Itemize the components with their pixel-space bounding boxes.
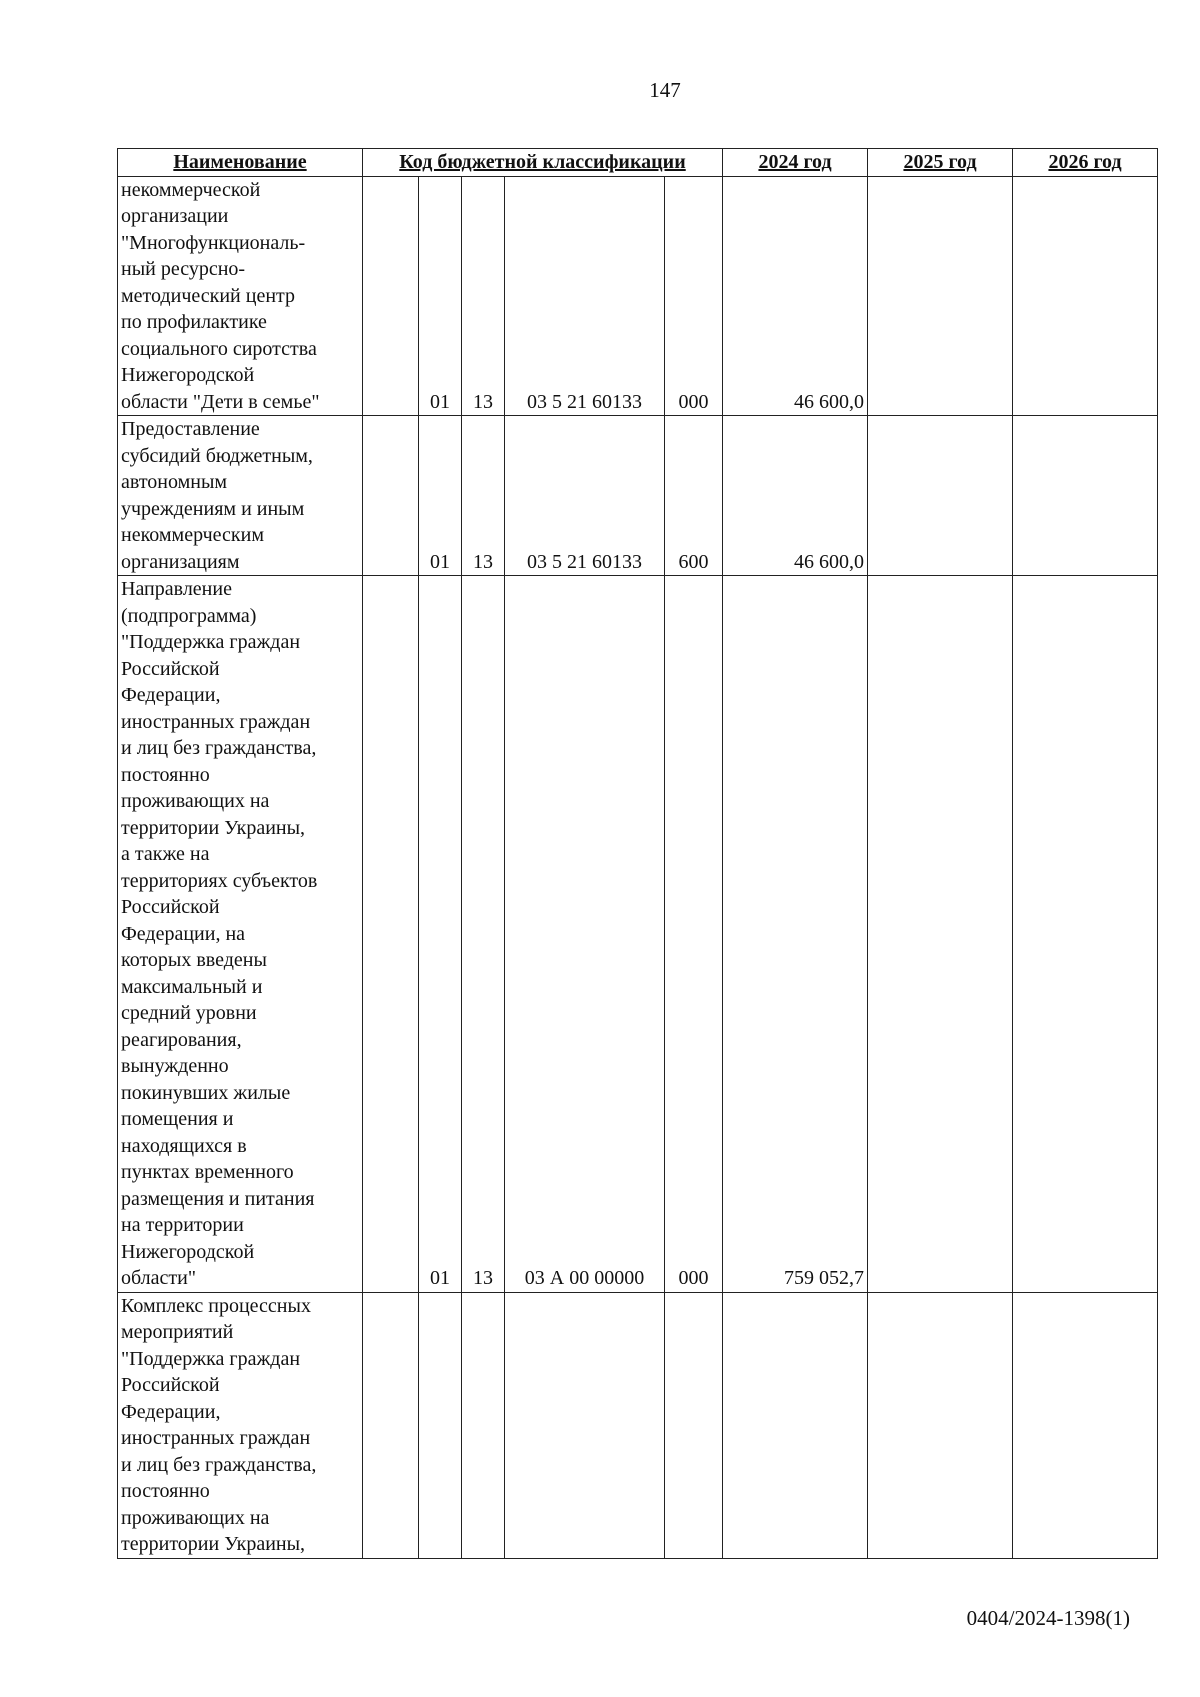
header-budget-code: Код бюджетной классификации xyxy=(363,149,723,177)
row-name-line: Российской xyxy=(121,896,220,918)
row-name-line: помещения и xyxy=(121,1108,234,1130)
row-name-line: Предоставление xyxy=(121,418,260,440)
row-name-line: Федерации, xyxy=(121,1400,221,1423)
row-name-line: "Поддержка граждан xyxy=(121,631,301,653)
code-section: 01 xyxy=(419,416,462,576)
code-cell-1 xyxy=(363,1292,419,1558)
value-2025 xyxy=(868,416,1013,576)
row-name-line: Федерации, xyxy=(121,684,221,706)
value-2026 xyxy=(1013,1292,1158,1558)
code-expense-type: 600 xyxy=(665,416,723,576)
value-2026 xyxy=(1013,176,1158,416)
row-name xyxy=(118,1292,363,1558)
value-2026 xyxy=(1013,416,1158,576)
row-name-line: Комплекс процессных xyxy=(121,1294,311,1317)
row-name-line: территориях субъектов xyxy=(121,869,318,892)
row-name-line: а также на xyxy=(121,843,210,865)
row-name-line: Российской xyxy=(121,1374,220,1396)
code-expense-type xyxy=(665,1292,723,1558)
row-name-line: социального сиротства xyxy=(121,337,317,360)
row-name-line: Российской xyxy=(121,657,220,680)
row-name-line: мероприятий xyxy=(121,1321,234,1343)
code-subsection: 13 xyxy=(462,416,505,576)
row-name-line: организации xyxy=(121,205,229,227)
row-name-line: учреждениям и иным xyxy=(121,497,305,520)
value-2026 xyxy=(1013,576,1158,1293)
value-2024: 759 052,7 xyxy=(723,576,868,1293)
code-target-item: 03 5 21 60133 xyxy=(505,416,665,576)
code-cell-1 xyxy=(363,416,419,576)
row-name-line: и лиц без гражданства, xyxy=(121,1453,317,1476)
row-name-line: Направление xyxy=(121,578,232,600)
code-cell-1 xyxy=(363,576,419,1293)
row-name-line: постоянно xyxy=(121,763,210,786)
code-subsection: 13 xyxy=(462,576,505,1293)
table-row xyxy=(118,416,1158,576)
row-name-line: максимальный и xyxy=(121,975,263,998)
row-name-line: области" xyxy=(121,1267,197,1289)
row-name-line: территории Украины, xyxy=(121,1533,306,1555)
value-2024 xyxy=(723,1292,868,1558)
header-2025: 2025 год xyxy=(868,149,1013,177)
row-name-line: (подпрограмма) xyxy=(121,604,257,627)
row-name-line: иностранных граждан xyxy=(121,1427,311,1449)
value-2024: 46 600,0 xyxy=(723,176,868,416)
row-name-line: субсидий бюджетным, xyxy=(121,444,313,467)
row-name-line: покинувших жилые xyxy=(121,1081,291,1104)
row-name-line: вынужденно xyxy=(121,1055,229,1077)
header-2026: 2026 год xyxy=(1013,149,1158,177)
row-name xyxy=(118,176,363,416)
row-name-line: средний уровни xyxy=(121,1002,257,1024)
row-name-line: "Поддержка граждан xyxy=(121,1347,301,1370)
value-2025 xyxy=(868,176,1013,416)
code-section xyxy=(419,1292,462,1558)
row-name-line: на территории xyxy=(121,1214,244,1236)
row-name-line: реагирования, xyxy=(121,1028,242,1051)
table-header-row xyxy=(118,149,1158,177)
row-name xyxy=(118,576,363,1293)
row-name-line: находящихся в xyxy=(121,1134,247,1157)
row-name-line: размещения и питания xyxy=(121,1187,315,1210)
row-name-line: автономным xyxy=(121,471,228,493)
code-expense-type: 000 xyxy=(665,576,723,1293)
row-name-line: Нижегородской xyxy=(121,1240,255,1263)
row-name-line: и лиц без гражданства, xyxy=(121,737,317,759)
row-name-line: проживающих на xyxy=(121,1506,270,1529)
code-section: 01 xyxy=(419,176,462,416)
row-name-line: Федерации, на xyxy=(121,922,246,945)
row-name-line: Нижегородской xyxy=(121,364,255,386)
row-name-line: проживающих на xyxy=(121,790,270,812)
row-name-line: пунктах временного xyxy=(121,1161,294,1183)
code-cell-1 xyxy=(363,176,419,416)
row-name-line: некоммерческой xyxy=(121,178,261,201)
row-name-line: области "Дети в семье" xyxy=(121,390,320,413)
code-target-item: 03 5 21 60133 xyxy=(505,176,665,416)
header-2024: 2024 год xyxy=(723,149,868,177)
row-name-line: ный ресурсно- xyxy=(121,258,246,280)
row-name-line: некоммерческим xyxy=(121,524,264,546)
budget-table xyxy=(117,148,1158,1559)
row-name-line: постоянно xyxy=(121,1480,210,1502)
table-row xyxy=(118,1292,1158,1558)
code-target-item xyxy=(505,1292,665,1558)
value-2025 xyxy=(868,576,1013,1293)
table-row xyxy=(118,576,1158,1293)
row-name-line: методический центр xyxy=(121,284,296,307)
code-subsection xyxy=(462,1292,505,1558)
code-target-item: 03 А 00 00000 xyxy=(505,576,665,1293)
row-name-line: которых введены xyxy=(121,949,267,971)
header-name: Наименование xyxy=(118,149,363,177)
row-name-line: "Многофункциональ- xyxy=(121,231,306,254)
page-number: 147 xyxy=(649,78,681,102)
document-code: 0404/2024-1398(1) xyxy=(966,1606,1130,1630)
row-name-line: по профилактике xyxy=(121,311,267,333)
row-name-line: организациям xyxy=(121,550,240,573)
row-name-line: территории Украины, xyxy=(121,816,306,839)
table-row xyxy=(118,176,1158,416)
value-2024: 46 600,0 xyxy=(723,416,868,576)
code-section: 01 xyxy=(419,576,462,1293)
code-subsection: 13 xyxy=(462,176,505,416)
code-expense-type: 000 xyxy=(665,176,723,416)
row-name xyxy=(118,416,363,576)
value-2025 xyxy=(868,1292,1013,1558)
row-name-line: иностранных граждан xyxy=(121,710,311,733)
